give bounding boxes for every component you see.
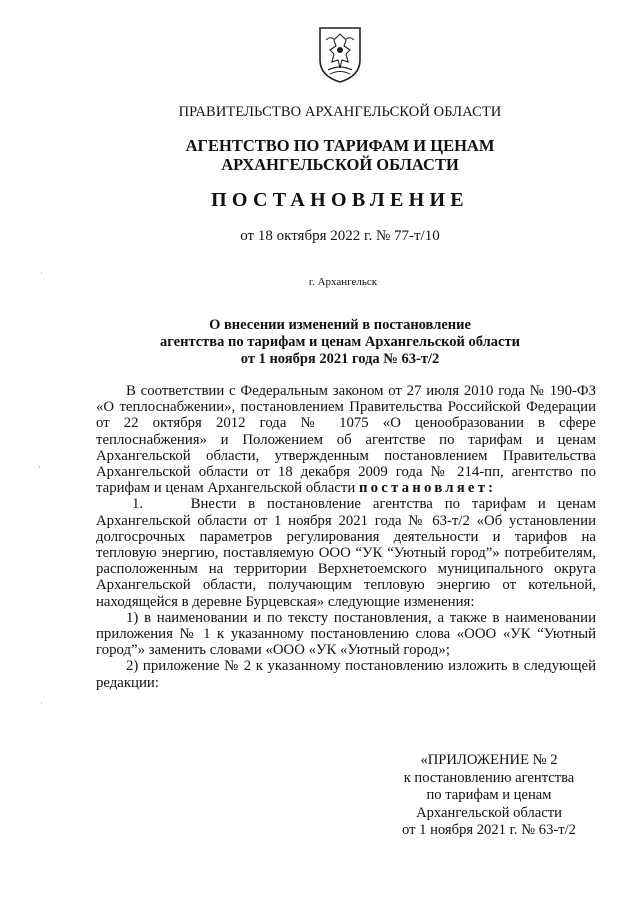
agency-name-line1: АГЕНТСТВО ПО ТАРИФАМ И ЦЕНАМ <box>185 136 495 155</box>
appendix-line3: по тарифам и ценам <box>426 787 552 803</box>
government-name: ПРАВИТЕЛЬСТВО АРХАНГЕЛЬСКОЙ ОБЛАСТИ <box>178 104 502 120</box>
item-1-paragraph: 1. Внести в постановление агентства по тарифам и ценам Архангельской области от 1 ноября 2021 года № 63-т/2 «Об установлении долгосрочных параметров регулирования деятельности и тарифов на тепловую энергию, поставляемую ООО “УК “Уютный город”» потребителям, расположенным на территории Верхнетоемского муниципального округа Архангельской области, получающим тепловую энергию от котельной, находящейся в деревне Бурцевская» следующие изменения: <box>96 496 596 610</box>
preamble-paragraph <box>96 383 596 496</box>
appendix-line4: Архангельской области <box>416 804 562 821</box>
scan-speck: · <box>38 462 41 472</box>
document-date-number: от 18 октября 2022 г. № 77-т/10 <box>240 228 440 244</box>
scan-speck: · <box>40 698 43 708</box>
coat-of-arms-emblem <box>316 26 364 84</box>
decree-word: постановляет: <box>358 480 497 497</box>
appendix-line5: от 1 ноября 2021 г. № 63-т/2 <box>402 822 576 838</box>
agency-name <box>0 136 640 174</box>
subject-line2: агентства по тарифам и ценам Архангельской области <box>160 334 520 350</box>
scan-speck: · <box>40 268 43 278</box>
appendix-header <box>386 752 592 840</box>
document-subject <box>0 317 640 368</box>
preamble-text: В соответствии с Федеральным законом от 27 июля 2010 года № 190-ФЗ «О теплоснабжении», постановлением Правительства Российской Федерации от 22 октября 2012 года № 1075 «О ценообразовании в сфере теплоснабжения» и Положением об агентстве по тарифам и ценам Архангельской области, утвержденным постановлением Правительства Архангельской области от 18 декабря 2009 года № 214-пп, агентство по тарифам и ценам Архангельской области <box>96 383 596 497</box>
document-city: г. Архангельск <box>308 276 378 288</box>
agency-name-line2: АРХАНГЕЛЬСКОЙ ОБЛАСТИ <box>221 155 459 174</box>
item-1-2-paragraph: 2) приложение № 2 к указанному постановлению изложить в следующей редакции: <box>96 658 596 691</box>
document-body <box>96 383 596 691</box>
subject-line3: от 1 ноября 2021 года № 63-т/2 <box>240 351 440 367</box>
appendix-line1: «ПРИЛОЖЕНИЕ № 2 <box>420 752 558 768</box>
subject-line1: О внесении изменений в постановление <box>209 317 471 333</box>
document-type-title: ПОСТАНОВЛЕНИЕ <box>211 189 469 211</box>
appendix-line2: к постановлению агентства <box>403 769 575 786</box>
item-1-1-paragraph: 1) в наименовании и по тексту постановления, а также в наименовании приложения № 1 к указанному постановлению слова «ООО «УК “Уютный город”» заменить словами «ООО «УК «Уютный город»; <box>96 609 596 659</box>
